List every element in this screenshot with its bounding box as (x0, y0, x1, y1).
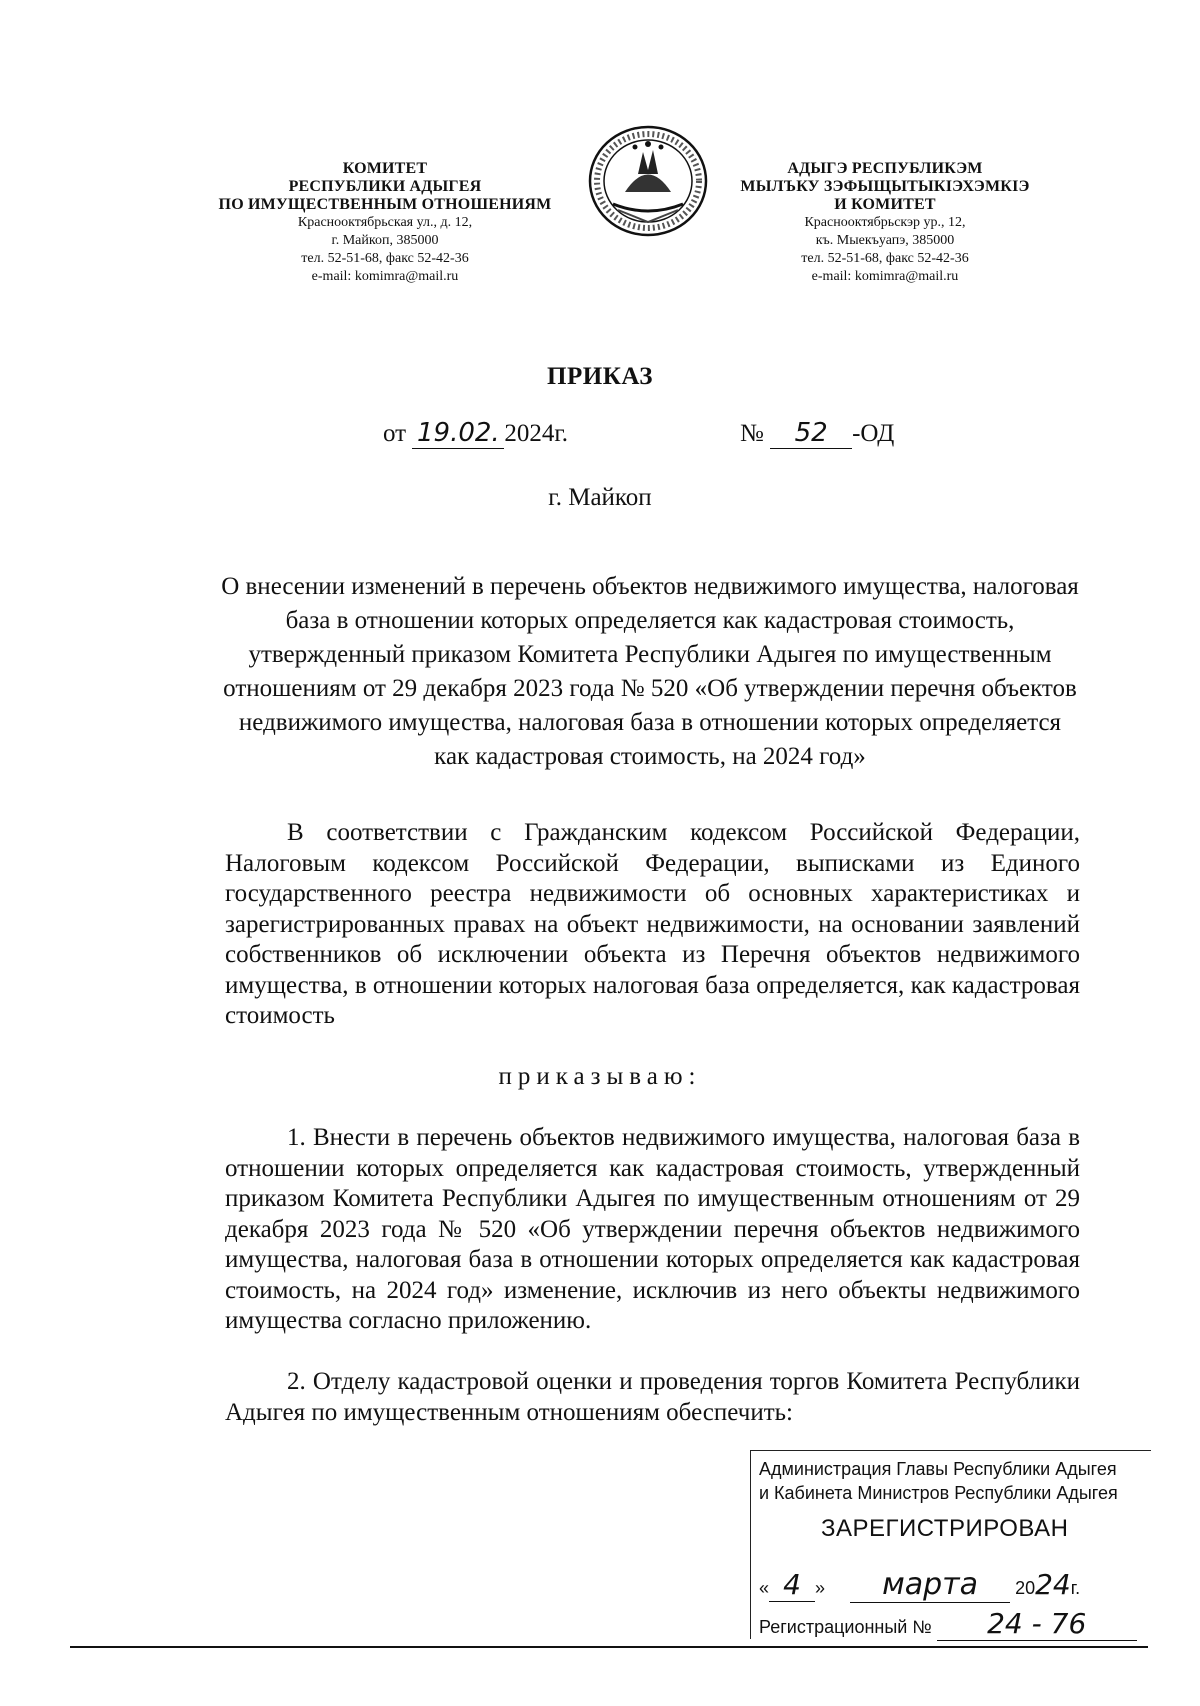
document-city: г. Майкоп (548, 484, 652, 511)
stamp-year: 24 (1035, 1568, 1071, 1601)
paragraph-2: 2. Отделу кадастровой оценки и проведения торгов Комитета Республики Адыгея по имущественным отношениям обеспечить: (225, 1368, 1080, 1426)
page-bottom-rule (70, 1646, 1148, 1648)
stamp-line2: и Кабинета Министров Республики Адыгея (759, 1483, 1118, 1503)
stamp-reg-number: 24 - 76 (937, 1607, 1137, 1641)
date-handwritten: 19.02. (412, 418, 504, 449)
document-title: ПРИКАЗ (547, 363, 653, 390)
phone-line: тел. 52-51-68, факс 52-42-36 (801, 251, 969, 266)
order-word: приказываю: (498, 1063, 702, 1090)
stamp-status: ЗАРЕГИСТРИРОВАН (821, 1515, 1069, 1542)
org-name-line1: КОМИТЕТ (342, 160, 428, 177)
address-line1: Краснооктябрьская ул., д. 12, (297, 215, 473, 230)
phone-line: тел. 52-51-68, факс 52-42-36 (301, 251, 469, 266)
number-prefix: № (740, 420, 764, 447)
stamp-reg-row (759, 1607, 1137, 1641)
stamp-reg-label: Регистрационный № (759, 1617, 932, 1637)
email-line: e-mail: komimra@mail.ru (811, 269, 959, 284)
header-left (205, 160, 565, 286)
stamp-month: марта (850, 1567, 1010, 1603)
stamp-year-suffix: г. (1070, 1578, 1081, 1598)
date-prefix: от (383, 420, 407, 447)
address-line1: Краснооктябрьскэр ур., 12, (804, 215, 966, 230)
preamble-paragraph: В соответствии с Гражданским кодексом Российской Федерации, Налоговым кодексом Российской Федерации, выписками из Единого государственного реестра недвижимости об основных характеристиках и зарегистрированных правах на объект недвижимости, на основании заявлений собственников об исключении объекта из Перечня объектов недвижимого имущества, в отношении которых налоговая база определяется, как кадастровая стоимость (225, 819, 1080, 1029)
org-name-line2: РЕСПУБЛИКИ АДЫГЕЯ (288, 178, 482, 195)
header-right (720, 160, 1050, 286)
address-line2: г. Майкоп, 385000 (331, 233, 439, 248)
org-name-line1: АДЫГЭ РЕСПУБЛИКЭМ (787, 160, 983, 177)
registration-stamp (750, 1450, 1151, 1639)
paragraph-1: 1. Внести в перечень объектов недвижимого имущества, налоговая база в отношении которых определяется как кадастровая стоимость, утвержденный приказом Комитета Республики Адыгея по имущественным отношениям от 29 декабря 2023 года № 520 «Об утверждении перечня объектов недвижимого имущества, налоговая база в отношении которых определяется как кадастровая стоимость, на 2024 год» изменение, исключив из него объекты недвижимого имущества согласно приложению. (225, 1124, 1080, 1334)
stamp-date-row: « 4 » марта 2024г. (759, 1567, 1081, 1602)
org-name-line3: И КОМИТЕТ (834, 196, 936, 213)
date-suffix: 2024г. (504, 420, 569, 447)
stamp-line1: Администрация Главы Республики Адыгея (759, 1459, 1117, 1479)
number-suffix: -ОД (852, 420, 895, 447)
document-date (383, 418, 568, 449)
address-line2: къ. Мыекъуапэ, 385000 (815, 233, 955, 248)
stamp-day: 4 (769, 1568, 815, 1602)
email-line: e-mail: komimra@mail.ru (311, 269, 459, 284)
number-handwritten: 52 (770, 418, 852, 449)
org-name-line3: ПО ИМУЩЕСТВЕННЫМ ОТНОШЕНИЯМ (218, 196, 552, 213)
stamp-year-prefix: 20 (1015, 1578, 1036, 1598)
org-name-line2: МЫЛЪКУ ЗЭФЫЩЫТЫКIЭХЭМКIЭ (740, 178, 1030, 195)
document-subject: О внесении изменений в перечень объектов недвижимого имущества, налоговая база в отношении которых определяется как кадастровая стоимость, утвержденный приказом Комитета Республики Адыгея по имущественным отношениям от 29 декабря 2023 года № 520 «Об утверждении перечня объектов недвижимого имущества, налоговая база в отношении которых определяется как кадастровая стоимость, на 2024 год» (221, 573, 1079, 770)
document-number (740, 418, 894, 449)
republic-emblem-icon (583, 122, 713, 240)
